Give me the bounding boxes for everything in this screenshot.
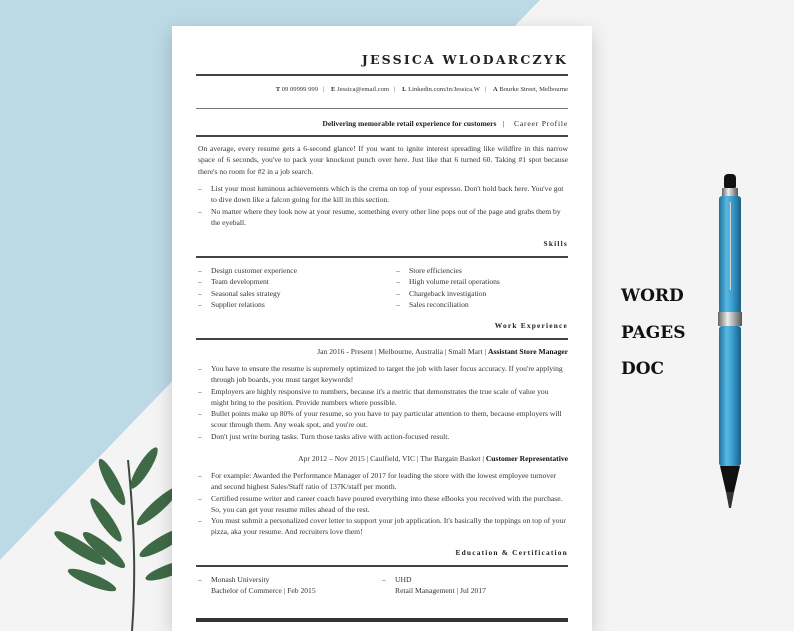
list-item: – Bullet points make up 80% of your resume, so you have to pay particular attention to them, because employers will scour through them. Any weak spot, and you're out. bbox=[198, 408, 568, 431]
contact-phone: 09 09999 999 bbox=[281, 86, 319, 93]
list-item: – High volume retail operations bbox=[396, 276, 500, 287]
education-detail: Retail Management | Jul 2017 bbox=[395, 586, 486, 596]
tagline-row: Delivering memorable retail experience for customers | Career Profile bbox=[322, 119, 568, 128]
contact-email-label: E bbox=[331, 86, 336, 93]
tagline: Delivering memorable retail experience for customers bbox=[322, 119, 497, 128]
career-profile-heading: Career Profile bbox=[514, 119, 568, 128]
list-item: – Team development bbox=[198, 276, 297, 287]
job-2-title: Customer Representative bbox=[485, 454, 568, 463]
experience-rule bbox=[196, 338, 568, 340]
skills-rule bbox=[196, 256, 568, 258]
work-experience-heading: Work Experience bbox=[494, 321, 568, 330]
pen-image bbox=[712, 172, 748, 510]
education-item bbox=[382, 574, 486, 597]
education-school: – UHD bbox=[382, 574, 486, 585]
education-school: – Monash University bbox=[198, 574, 316, 585]
list-item: – Seasonal sales strategy bbox=[198, 288, 297, 299]
education-item bbox=[198, 574, 316, 597]
profile-bullets bbox=[198, 183, 568, 228]
format-doc: DOC bbox=[621, 359, 665, 379]
list-item: – Store efficiencies bbox=[396, 265, 500, 276]
resume-page bbox=[172, 26, 592, 631]
contact-line: T 09 09999 999 | E Jessica@email.com | L Linkedin.com/in/Jessica.W | A Bourke Street, Melbourne bbox=[275, 86, 568, 93]
list-item: – Sales reconciliation bbox=[396, 299, 500, 310]
header-rule bbox=[196, 74, 568, 76]
skills-heading: Skills bbox=[543, 239, 568, 248]
list-item: – You have to ensure the resume is supremely optimized to target the job with laser focus accuracy. If you're applying through job boards, you must target keywords! bbox=[198, 363, 568, 386]
list-item: – Certified resume writer and career coach have poured everything into these eBooks you received with the purchase. So, you can get your resume miles ahead of the rest. bbox=[198, 493, 568, 516]
job-1-meta: Jan 2016 - Present | Melbourne, Australia | Small Mart | bbox=[317, 347, 487, 356]
list-item: – Don't just write boring tasks. Turn those tasks alive with action-focused result. bbox=[198, 431, 568, 442]
job-2-meta: Apr 2012 – Nov 2015 | Caulfield, VIC | The Bargain Basket | bbox=[298, 454, 484, 463]
contact-phone-label: T bbox=[275, 86, 281, 93]
footer-bar bbox=[196, 618, 568, 622]
education-rule bbox=[196, 565, 568, 567]
education-detail: Bachelor of Commerce | Feb 2015 bbox=[211, 586, 316, 596]
resume-name: JESSICA WLODARCZYK bbox=[361, 52, 568, 67]
contact-linkedin: Linkedin.com/in/Jessica.W bbox=[408, 86, 480, 93]
list-item: – Chargeback investigation bbox=[396, 288, 500, 299]
file-formats bbox=[621, 278, 686, 388]
list-item: – You must submit a personalized cover letter to support your job application. It's basically the toppings on top of your pizza, aka your resume. And recruiters love them! bbox=[198, 515, 568, 538]
profile-rule bbox=[196, 135, 568, 137]
contact-address-label: A bbox=[492, 86, 498, 93]
job-1-header bbox=[317, 347, 568, 356]
education-heading: Education & Certification bbox=[455, 548, 568, 557]
list-item: – Supplier relations bbox=[198, 299, 297, 310]
job-2-bullets bbox=[198, 470, 568, 538]
job-1-bullets bbox=[198, 363, 568, 442]
list-item: – Design customer experience bbox=[198, 265, 297, 276]
contact-email: Jessica@email.com bbox=[337, 86, 390, 93]
list-item: – Employers are highly responsive to numbers, because it's a metric that demonstrates the true scale of value you might bring to the position. Provide numbers where possible. bbox=[198, 386, 568, 409]
job-1-title: Assistant Store Manager bbox=[487, 347, 568, 356]
list-item: – List your most luminous achievements which is the crema on top of your espresso. Don't hold back here. You've got to dive down like a falcon going for the kill in this section. bbox=[198, 183, 568, 206]
contact-address: Bourke Street, Melbourne bbox=[499, 86, 568, 93]
format-pages: PAGES bbox=[621, 322, 686, 343]
list-item: – No matter where they look now at your resume, something every other line pops out of the page and grabs them by the eyeball. bbox=[198, 206, 568, 229]
list-item: – For example: Awarded the Performance Manager of 2017 for leading the store with the lowest employee turnover and second highest Sales/Staff ratio of 137K/staff per month. bbox=[198, 470, 568, 493]
job-2-header bbox=[298, 454, 568, 463]
format-word: WORD bbox=[621, 286, 684, 306]
profile-summary: On average, every resume gets a 6-second glance! If you want to ignite interest spreading like wildfire in this narrow space of 6 seconds, you've to pack your knockout punch over here. Just like that 6 turned 60. Taking #1 spot because there's no room for #2 in a job search. bbox=[198, 144, 568, 176]
contact-linkedin-label: L bbox=[402, 86, 407, 93]
contact-rule bbox=[196, 108, 568, 109]
